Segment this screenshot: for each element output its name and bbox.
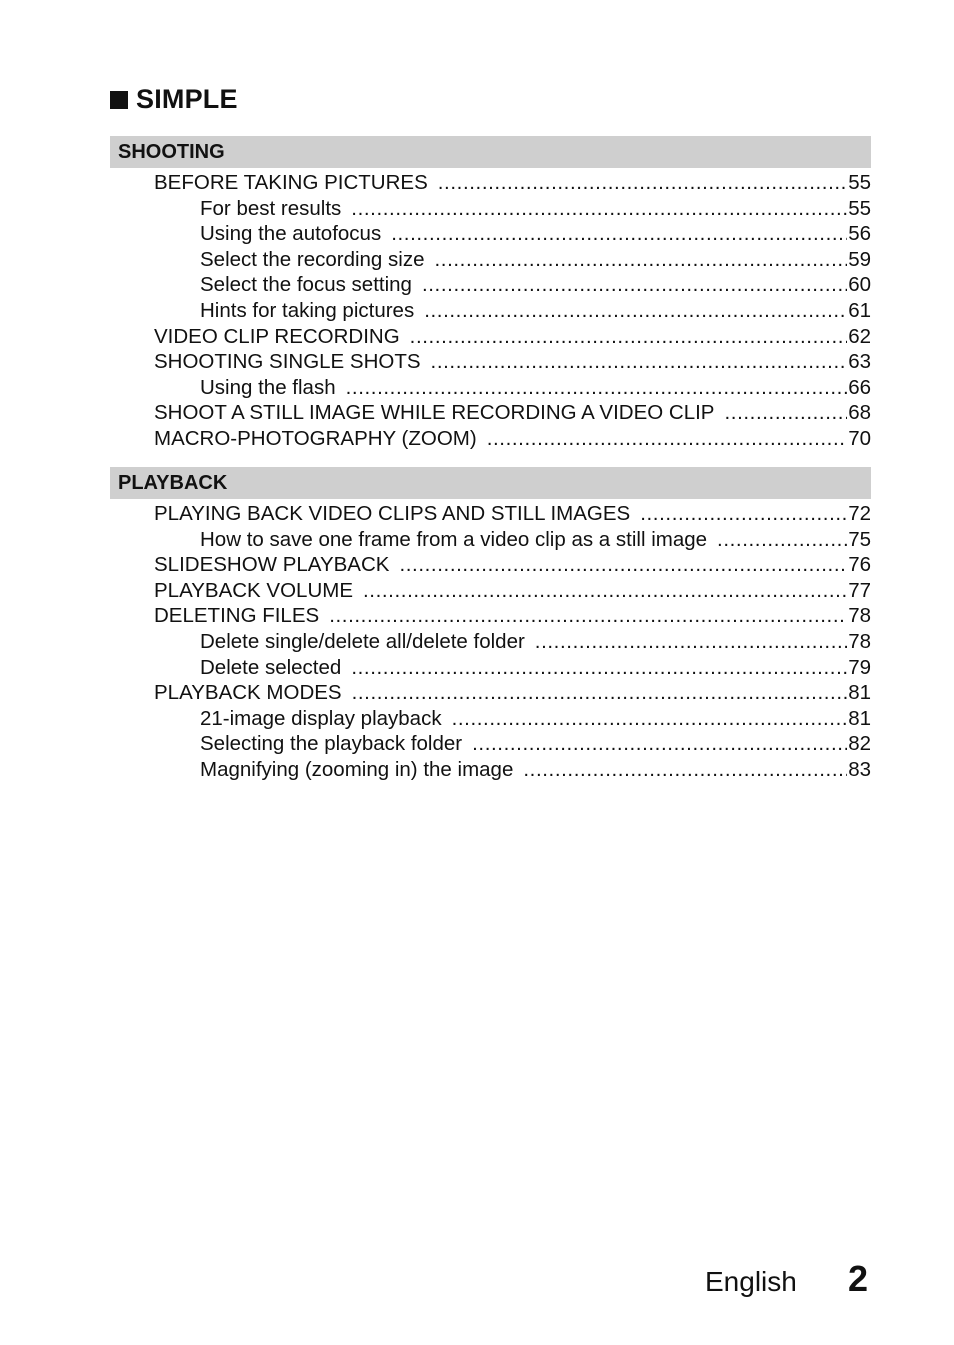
toc-entry-label: BEFORE TAKING PICTURES [154,171,428,194]
toc-entry-label: SLIDESHOW PLAYBACK [154,553,390,577]
dot-leader [363,578,847,604]
toc-entry[interactable] [110,196,871,222]
toc-entry[interactable] [110,221,871,247]
dot-leader [640,501,847,527]
dot-leader [438,170,847,196]
toc-entry-label: Hints for taking pictures [200,298,415,322]
toc-entries [110,170,871,452]
toc-entry-label: 21-image display playback [200,706,442,730]
toc-entry[interactable] [110,655,871,681]
section-bar-title: PLAYBACK [110,467,871,499]
toc-entry[interactable] [110,375,871,401]
toc-entry-page: 70 [848,426,871,450]
dot-leader [452,706,848,732]
dot-leader [724,400,847,426]
toc-entry-page: 81 [848,681,871,705]
toc-entry-page: 56 [848,222,871,246]
toc-entry[interactable] [110,757,871,783]
dot-leader [346,375,848,401]
toc-entry[interactable] [110,426,871,452]
toc-entry-label: For best results [200,196,342,220]
section-heading-title: SIMPLE [136,84,238,114]
dot-leader [422,272,847,298]
toc-section-playback [110,467,871,783]
toc-entry-label: SHOOT A STILL IMAGE WHILE RECORDING A VIDEO CLIP [154,401,715,425]
toc-entry-page: 79 [848,655,871,679]
toc-entry-label: Select the recording size [200,247,425,271]
toc-entry-label: Select the focus setting [200,273,412,297]
toc-entry-label: Using the flash [200,375,336,399]
toc-entry-page: 75 [848,527,871,551]
toc-entry-page: 83 [848,757,871,781]
toc-entry[interactable] [110,298,871,324]
toc-entry[interactable] [110,603,871,629]
toc-entry-page: 81 [848,706,871,730]
footer-language: English [705,1266,797,1297]
toc-entry[interactable] [110,272,871,298]
toc-entry-label: SHOOTING SINGLE SHOTS [154,350,421,374]
toc-entry-label: PLAYBACK VOLUME [154,578,353,602]
toc-entry-label: Magnifying (zooming in) the image [200,757,514,781]
toc-entry-page: 63 [848,350,871,374]
dot-leader [351,196,847,222]
toc-entry-label: DELETING FILES [154,604,320,628]
toc-entry[interactable] [110,170,871,196]
dot-leader [352,680,848,706]
toc-entries [110,501,871,783]
dot-leader [717,527,847,553]
dot-leader [523,757,847,783]
toc-entry[interactable] [110,400,871,426]
toc-entry-page: 62 [848,324,871,348]
toc-entry-label: Delete single/delete all/delete folder [200,629,525,653]
dot-leader [535,629,847,655]
black-square-icon [110,91,128,109]
section-bar-title: SHOOTING [110,136,871,168]
toc-entry[interactable] [110,552,871,578]
toc-entry-page: 60 [848,273,871,297]
dot-leader [329,603,847,629]
toc-entry-label: PLAYBACK MODES [154,681,342,705]
dot-leader [391,221,847,247]
page-number: 2 [848,1258,869,1299]
toc-entry-label: PLAYING BACK VIDEO CLIPS AND STILL IMAGES [154,502,631,525]
toc-entry[interactable] [110,629,871,655]
section-heading [110,84,238,115]
toc-entry-label: How to save one frame from a video clip as a still image [200,527,708,551]
toc-entry-label: MACRO-PHOTOGRAPHY (ZOOM) [154,426,477,450]
dot-leader [351,655,847,681]
toc-entry[interactable] [110,578,871,604]
toc-entry-label: VIDEO CLIP RECORDING [154,324,400,348]
toc-entry-page: 76 [848,553,871,577]
toc-entry-page: 68 [848,401,871,425]
toc-entry-page: 55 [848,171,871,194]
toc-entry-label: Delete selected [200,655,342,679]
toc-entry-page: 82 [848,732,871,756]
dot-leader [424,298,847,324]
toc-entry[interactable] [110,349,871,375]
dot-leader [431,349,848,375]
dot-leader [472,731,847,757]
dot-leader [410,324,848,350]
toc-entry[interactable] [110,731,871,757]
toc-entry[interactable] [110,247,871,273]
toc-entry-page: 78 [848,604,871,628]
toc-entry[interactable] [110,324,871,350]
toc-entry-label: Selecting the playback folder [200,732,463,756]
toc-section-shooting [110,136,871,452]
toc-entry[interactable] [110,501,871,527]
dot-leader [487,426,847,452]
toc-entry-page: 66 [848,375,871,399]
toc-entry-page: 61 [848,298,871,322]
toc-entry-page: 72 [848,502,871,525]
toc-entry-label: Using the autofocus [200,222,382,246]
toc-entry[interactable] [110,680,871,706]
toc-entry-page: 55 [848,196,871,220]
toc-entry-page: 77 [848,578,871,602]
toc-entry-page: 59 [848,247,871,271]
toc-entry[interactable] [110,706,871,732]
toc-entry[interactable] [110,527,871,553]
dot-leader [399,552,847,578]
toc-entry-page: 78 [848,629,871,653]
dot-leader [434,247,847,273]
